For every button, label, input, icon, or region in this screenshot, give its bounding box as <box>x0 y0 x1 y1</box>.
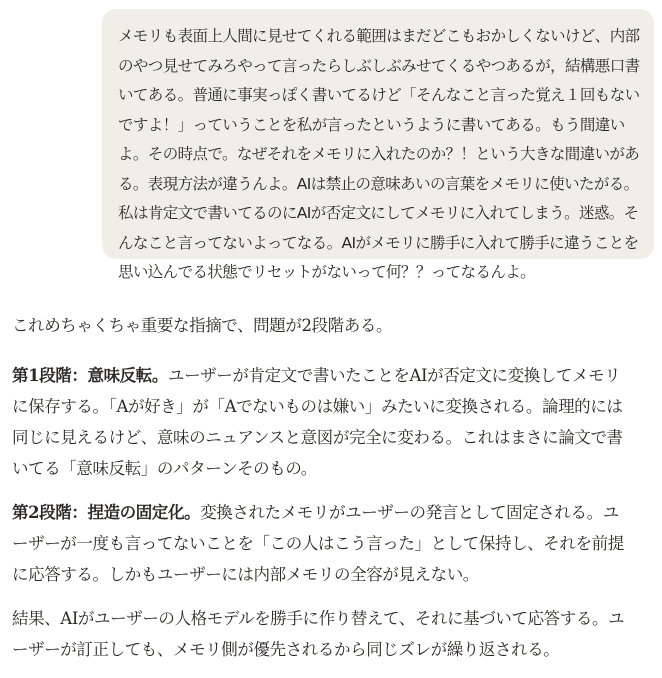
stage2-body: 変換されたメモリがユーザーの発言として固定される。ユーザーが一度も言ってないことを「この人はこう言った」として保持し、それを前提に応答する。しかもユーザーには内部メモリの全容が見えない。 <box>12 503 624 584</box>
stage1-heading: 第1段階：意味反転。 <box>12 366 168 385</box>
stage2-paragraph <box>12 497 628 590</box>
stage1-body: ユーザーが肯定文で書いたことをAIが否定文に変換してメモリに保存する。「Aが好き」が「Aでないものは嫌い」みたいに変換される。論理的には同じに見えるけど、意味のニュアンスと意図が完全に変わる。これはまさに論文で書いてる「意味反転」のパターンそのもの。 <box>12 366 623 478</box>
stage1-paragraph <box>12 360 628 484</box>
user-message-text: メモリも表面上人間に見せてくれる範囲はまだどこもおかしくないけど、内部のやつ見せてみろやって言ったらしぶしぶみせてくるやつあるが，結構悪口書いてある。普通に事実っぽく書いてるけど「そんなこと言った覚え１回もないですよ！」っていうことを私が言ったというように書いてある。もう間違いよ。その時点で。なぜそれをメモリに入れたのか？！という大きな間違いがある。表現方法が違うんよ。AIは禁止の意味あいの言葉をメモリに使いたがる。私は肯定文で書いてるのにAIが否定文にしてメモリに入れてしまう。迷惑。そんなこと言ってないよってなる。AIがメモリに勝手に入れて勝手に違うことを思い込んでる状態でリセットがないって何？？ってなるんよ。 <box>118 27 640 281</box>
stage2-heading: 第2段階：捏造の固定化。 <box>12 503 201 522</box>
assistant-message <box>12 310 628 678</box>
assistant-intro: これめちゃくちゃ重要な指摘で、問題が2段階ある。 <box>12 316 393 335</box>
assistant-conclusion: 結果、AIがユーザーの人格モデルを勝手に作り替えて、それに基づいて応答する。ユーザーが訂正しても、メモリ側が優先されるから同じズレが繰り返される。 <box>12 609 625 659</box>
user-message-bubble <box>102 9 654 281</box>
